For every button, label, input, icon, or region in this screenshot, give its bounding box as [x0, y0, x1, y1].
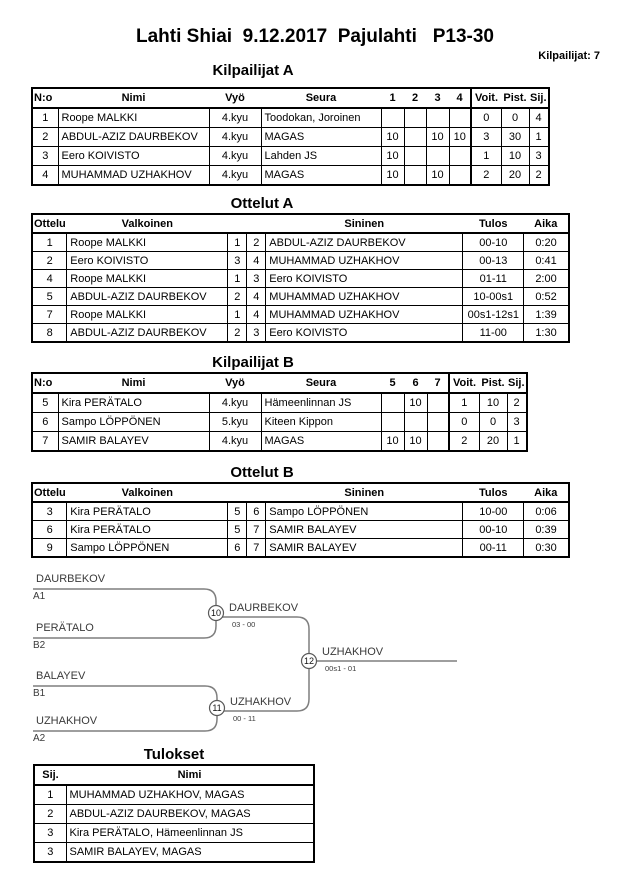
column-header-wins: Voit. — [449, 373, 479, 393]
cell-belt: 4.kyu — [209, 432, 261, 452]
cell-result: 01-11 — [463, 270, 524, 288]
cell-score — [404, 413, 427, 432]
cell-match-no: 4 — [32, 270, 67, 288]
column-header-place: Sij. — [529, 88, 549, 108]
cell-white-no: 5 — [228, 502, 247, 521]
cell-points: 0 — [479, 413, 507, 432]
column-header-belt: Vyö — [209, 88, 261, 108]
cell-score: 10 — [381, 147, 404, 166]
cell-time: 0:30 — [524, 539, 569, 558]
cell-score — [404, 108, 426, 128]
matches-a-table — [31, 213, 570, 343]
match-number: 12 — [303, 656, 314, 666]
cell-place: 1 — [34, 785, 66, 805]
cell-time: 1:30 — [524, 324, 569, 343]
page-title: Lahti Shiai 9.12.2017 Pajulahti P13-30 — [136, 26, 494, 47]
cell-score: 10 — [426, 128, 449, 147]
cell-score: 10 — [449, 128, 471, 147]
column-header-match: Ottelu — [32, 483, 67, 502]
cell-blue-no: 2 — [247, 233, 266, 252]
cell-name: SAMIR BALAYEV — [58, 432, 209, 452]
competitors-count: Kilpailijat: 7 — [538, 50, 600, 62]
cell-no: 4 — [32, 166, 58, 186]
table-row — [32, 252, 569, 270]
cell-club: MAGAS — [261, 432, 381, 452]
cell-score: 10 — [426, 166, 449, 186]
cell-white-name: ABDUL-AZIZ DAURBEKOV — [67, 288, 228, 306]
cell-points: 10 — [479, 393, 507, 413]
column-header-place: Sij. — [507, 373, 527, 393]
cell-name: SAMIR BALAYEV, MAGAS — [66, 843, 314, 863]
cell-match-no: 3 — [32, 502, 67, 521]
cell-score — [426, 147, 449, 166]
cell-score: 10 — [404, 432, 427, 452]
cell-time: 0:41 — [524, 252, 569, 270]
cell-match-no: 1 — [32, 233, 67, 252]
cell-no: 2 — [32, 128, 58, 147]
table-row — [32, 393, 527, 413]
cell-wins: 1 — [449, 393, 479, 413]
column-header-spacer — [228, 483, 247, 502]
cell-blue-name: MUHAMMAD UZHAKHOV — [266, 288, 463, 306]
column-header-belt: Vyö — [209, 373, 261, 393]
cell-match-no: 2 — [32, 252, 67, 270]
cell-club: Lahden JS — [261, 147, 381, 166]
column-header-time: Aika — [524, 483, 569, 502]
bracket-competitor: BALAYEV — [36, 670, 86, 682]
bracket-competitor: PERÄTALO — [36, 622, 94, 634]
cell-place: 3 — [529, 147, 549, 166]
column-header-blue: Sininen — [266, 483, 463, 502]
cell-match-no: 7 — [32, 306, 67, 324]
cell-score — [381, 108, 404, 128]
cell-result: 11-00 — [463, 324, 524, 343]
cell-name: ABDUL-AZIZ DAURBEKOV — [58, 128, 209, 147]
table-row — [32, 166, 549, 186]
header-row — [34, 765, 314, 785]
cell-name: Eero KOIVISTO — [58, 147, 209, 166]
cell-no: 1 — [32, 108, 58, 128]
section-title-matches-a: Ottelut A — [230, 195, 294, 212]
bracket-seed: B1 — [33, 688, 46, 699]
section-title-results: Tulokset — [143, 746, 205, 763]
cell-result: 10-00 — [463, 502, 524, 521]
cell-club: Hämeenlinnan JS — [261, 393, 381, 413]
cell-score — [449, 108, 471, 128]
table-row — [34, 805, 314, 824]
cell-match-no: 9 — [32, 539, 67, 558]
matches-b-table — [31, 482, 570, 558]
section-title-matches-b: Ottelut B — [230, 464, 294, 481]
cell-name: MUHAMMAD UZHAKHOV, MAGAS — [66, 785, 314, 805]
cell-belt: 4.kyu — [209, 393, 261, 413]
column-header-result: Tulos — [463, 214, 524, 233]
cell-blue-no: 6 — [247, 502, 266, 521]
cell-white-no: 5 — [228, 521, 247, 539]
cell-place: 4 — [529, 108, 549, 128]
cell-wins: 3 — [471, 128, 501, 147]
cell-score: 10 — [381, 432, 404, 452]
cell-wins: 1 — [471, 147, 501, 166]
cell-blue-no: 4 — [247, 306, 266, 324]
cell-white-name: Roope MALKKI — [67, 233, 228, 252]
cell-name: Roope MALKKI — [58, 108, 209, 128]
cell-time: 0:52 — [524, 288, 569, 306]
cell-belt: 4.kyu — [209, 128, 261, 147]
cell-no: 7 — [32, 432, 58, 452]
column-header-score: 2 — [404, 88, 426, 108]
cell-blue-no: 4 — [247, 288, 266, 306]
match-number: 10 — [210, 608, 221, 618]
cell-time: 0:06 — [524, 502, 569, 521]
cell-score — [427, 393, 449, 413]
bracket-score: 00 - 11 — [233, 714, 256, 723]
match-number: 11 — [212, 703, 222, 713]
cell-belt: 5.kyu — [209, 413, 261, 432]
cell-points: 10 — [501, 147, 529, 166]
cell-points: 20 — [479, 432, 507, 452]
cell-name: MUHAMMAD UZHAKHOV — [58, 166, 209, 186]
cell-score — [404, 166, 426, 186]
cell-score — [381, 413, 404, 432]
bracket-competitor: UZHAKHOV — [36, 715, 98, 727]
cell-result: 00s1-12s1 — [463, 306, 524, 324]
bracket-winner: UZHAKHOV — [230, 696, 292, 708]
pool-b-table — [31, 372, 528, 452]
bracket-score: 00s1 - 01 — [325, 664, 357, 673]
cell-place: 3 — [34, 843, 66, 863]
table-row — [32, 502, 569, 521]
cell-time: 0:20 — [524, 233, 569, 252]
cell-blue-name: Eero KOIVISTO — [266, 324, 463, 343]
table-row — [32, 108, 549, 128]
table-row — [34, 824, 314, 843]
cell-club: Kiteen Kippon — [261, 413, 381, 432]
header-row — [32, 214, 569, 233]
column-header-white: Valkoinen — [67, 214, 228, 233]
cell-score: 10 — [381, 128, 404, 147]
cell-blue-name: SAMIR BALAYEV — [266, 521, 463, 539]
bracket-line-semi1-top — [33, 589, 216, 606]
cell-white-no: 1 — [228, 306, 247, 324]
cell-result: 00-10 — [463, 233, 524, 252]
column-header-wins: Voit. — [471, 88, 501, 108]
cell-result: 00-13 — [463, 252, 524, 270]
cell-result: 00-10 — [463, 521, 524, 539]
column-header-blue: Sininen — [266, 214, 463, 233]
table-row — [32, 270, 569, 288]
cell-name: Kira PERÄTALO — [58, 393, 209, 413]
cell-score — [427, 413, 449, 432]
column-header-spacer — [247, 214, 266, 233]
column-header-place: Sij. — [34, 765, 66, 785]
column-header-result: Tulos — [463, 483, 524, 502]
cell-white-name: Roope MALKKI — [67, 306, 228, 324]
cell-name: Kira PERÄTALO, Hämeenlinnan JS — [66, 824, 314, 843]
cell-place: 1 — [507, 432, 527, 452]
cell-blue-no: 3 — [247, 324, 266, 343]
cell-white-name: Kira PERÄTALO — [67, 502, 228, 521]
cell-score — [449, 147, 471, 166]
bracket-score: 03 - 00 — [232, 620, 256, 629]
column-header-white: Valkoinen — [67, 483, 228, 502]
cell-name: ABDUL-AZIZ DAURBEKOV, MAGAS — [66, 805, 314, 824]
cell-no: 6 — [32, 413, 58, 432]
cell-points: 20 — [501, 166, 529, 186]
cell-time: 1:39 — [524, 306, 569, 324]
cell-white-no: 6 — [228, 539, 247, 558]
bracket-winner: DAURBEKOV — [229, 602, 299, 614]
bracket-seed: A1 — [33, 591, 46, 602]
column-header-score: 3 — [426, 88, 449, 108]
column-header-match: Ottelu — [32, 214, 67, 233]
cell-score — [404, 147, 426, 166]
table-row — [32, 306, 569, 324]
cell-score: 10 — [381, 166, 404, 186]
cell-white-no: 2 — [228, 288, 247, 306]
cell-white-name: Sampo LÖPPÖNEN — [67, 539, 228, 558]
table-row — [32, 233, 569, 252]
cell-score — [404, 128, 426, 147]
column-header-no: N:o — [32, 88, 58, 108]
cell-white-no: 3 — [228, 252, 247, 270]
column-header-score: 1 — [381, 88, 404, 108]
cell-place: 3 — [507, 413, 527, 432]
cell-name: Sampo LÖPPÖNEN — [58, 413, 209, 432]
cell-white-no: 2 — [228, 324, 247, 343]
cell-points: 30 — [501, 128, 529, 147]
cell-blue-name: ABDUL-AZIZ DAURBEKOV — [266, 233, 463, 252]
table-row — [32, 128, 549, 147]
cell-no: 3 — [32, 147, 58, 166]
column-header-spacer — [228, 214, 247, 233]
column-header-score: 4 — [449, 88, 471, 108]
column-header-score: 5 — [381, 373, 404, 393]
cell-match-no: 8 — [32, 324, 67, 343]
column-header-club: Seura — [261, 88, 381, 108]
column-header-name: Nimi — [58, 373, 209, 393]
cell-belt: 4.kyu — [209, 147, 261, 166]
results-table — [33, 764, 315, 863]
table-row — [32, 324, 569, 343]
cell-time: 2:00 — [524, 270, 569, 288]
column-header-time: Aika — [524, 214, 569, 233]
cell-score — [427, 432, 449, 452]
cell-place: 2 — [34, 805, 66, 824]
cell-club: MAGAS — [261, 128, 381, 147]
bracket-competitor: DAURBEKOV — [36, 573, 106, 585]
cell-blue-name: MUHAMMAD UZHAKHOV — [266, 306, 463, 324]
cell-blue-no: 4 — [247, 252, 266, 270]
cell-place: 2 — [507, 393, 527, 413]
column-header-score: 6 — [404, 373, 427, 393]
column-header-spacer — [247, 483, 266, 502]
table-row — [32, 288, 569, 306]
column-header-points: Pist. — [479, 373, 507, 393]
cell-time: 0:39 — [524, 521, 569, 539]
cell-match-no: 6 — [32, 521, 67, 539]
cell-blue-name: SAMIR BALAYEV — [266, 539, 463, 558]
column-header-points: Pist. — [501, 88, 529, 108]
cell-match-no: 5 — [32, 288, 67, 306]
table-row — [32, 521, 569, 539]
table-row — [34, 843, 314, 863]
cell-wins: 2 — [449, 432, 479, 452]
cell-white-name: Eero KOIVISTO — [67, 252, 228, 270]
bracket-seed: B2 — [33, 640, 46, 651]
table-row — [32, 432, 527, 452]
cell-place: 1 — [529, 128, 549, 147]
cell-club: Toodokan, Joroinen — [261, 108, 381, 128]
cell-score: 10 — [404, 393, 427, 413]
cell-white-no: 1 — [228, 233, 247, 252]
table-row — [32, 413, 527, 432]
table-row — [32, 147, 549, 166]
cell-place: 2 — [529, 166, 549, 186]
cell-blue-name: MUHAMMAD UZHAKHOV — [266, 252, 463, 270]
cell-score — [426, 108, 449, 128]
cell-white-no: 1 — [228, 270, 247, 288]
cell-points: 0 — [501, 108, 529, 128]
cell-place: 3 — [34, 824, 66, 843]
header-row — [32, 373, 527, 393]
cell-blue-name: Eero KOIVISTO — [266, 270, 463, 288]
column-header-name: Nimi — [66, 765, 314, 785]
header-row — [32, 88, 549, 108]
table-row — [34, 785, 314, 805]
cell-club: MAGAS — [261, 166, 381, 186]
column-header-no: N:o — [32, 373, 58, 393]
bracket-line-semi2-top — [33, 686, 217, 701]
table-row — [32, 539, 569, 558]
column-header-score: 7 — [427, 373, 449, 393]
section-title-pool-b: Kilpailijat B — [212, 354, 294, 371]
cell-white-name: ABDUL-AZIZ DAURBEKOV — [67, 324, 228, 343]
cell-score — [381, 393, 404, 413]
cell-white-name: Kira PERÄTALO — [67, 521, 228, 539]
cell-result: 10-00s1 — [463, 288, 524, 306]
cell-result: 00-11 — [463, 539, 524, 558]
cell-blue-no: 3 — [247, 270, 266, 288]
bracket-seed: A2 — [33, 733, 46, 744]
bracket-winner: UZHAKHOV — [322, 646, 384, 658]
column-header-name: Nimi — [58, 88, 209, 108]
cell-score — [449, 166, 471, 186]
section-title-pool-a: Kilpailijat A — [212, 62, 294, 79]
cell-blue-name: Sampo LÖPPÖNEN — [266, 502, 463, 521]
cell-wins: 0 — [471, 108, 501, 128]
cell-wins: 0 — [449, 413, 479, 432]
pool-a-table — [31, 87, 550, 186]
cell-white-name: Roope MALKKI — [67, 270, 228, 288]
cell-blue-no: 7 — [247, 539, 266, 558]
cell-blue-no: 7 — [247, 521, 266, 539]
cell-wins: 2 — [471, 166, 501, 186]
column-header-club: Seura — [261, 373, 381, 393]
cell-no: 5 — [32, 393, 58, 413]
header-row — [32, 483, 569, 502]
finals-bracket — [0, 565, 630, 750]
cell-belt: 4.kyu — [209, 166, 261, 186]
cell-belt: 4.kyu — [209, 108, 261, 128]
